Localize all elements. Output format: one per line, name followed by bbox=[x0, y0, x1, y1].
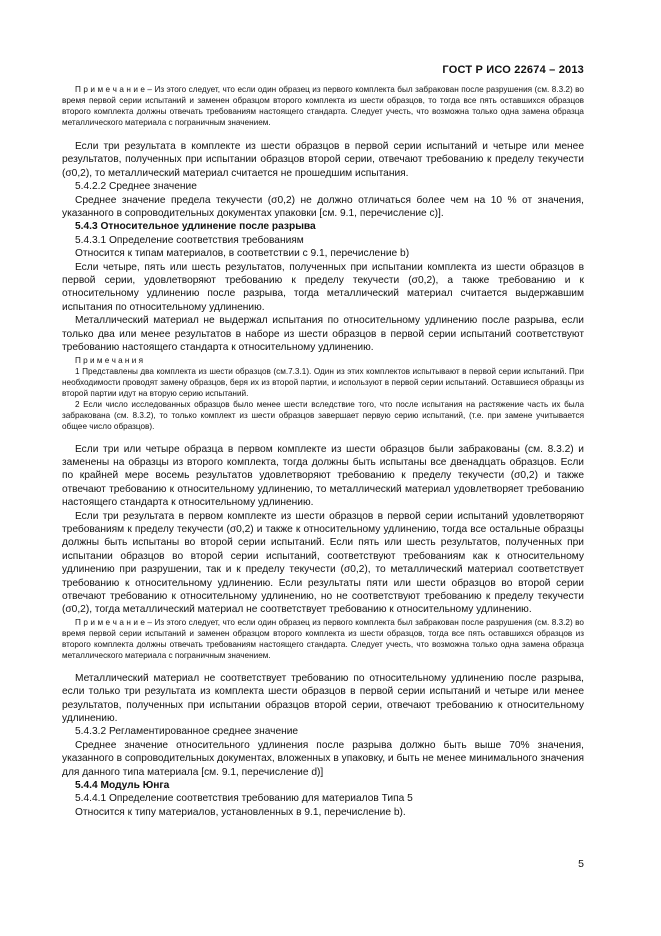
body-paragraph: Среднее значение предела текучести (σ0,2) не должно отличаться более чем на 10 % от значения, указанного в сопроводительных документах упаковки [см. 9.1, перечисление c)]. bbox=[62, 194, 584, 220]
body-paragraph: Если три результата в комплекте из шести образцов в первой серии испытаний и четыре или менее результатов, полученных при испытании образцов второй серии, отвечают требованию к пределу текучести (σ0,2), то металлический материал считается не прошедшим испытания. bbox=[62, 141, 584, 179]
section-heading: 5.4.4 Модуль Юнга bbox=[75, 780, 170, 792]
body-paragraph: Если четыре, пять или шесть результатов, полученных при испытании комплекта из шести образцов в первой серии, удовлетворяют требованию к пределу текучести (σ0,2), а также требованию и к относительному удлинению после разрыва, тогда металлический материал считается выдержавшим испытания по относительному удлинению. bbox=[62, 261, 584, 313]
note-paragraph: 2 Если число исследованных образцов было менее шести вследствие того, что после испытания на растяжение часть их была забракована (см. 8.3.2), то только комплект из шести образцов завершает первую серию испытаний, (т.е. при замене учитывается общее число образцов). bbox=[62, 399, 584, 431]
body-paragraph: Металлический материал не выдержал испытания по относительному удлинению после разрыва, если только два или менее результатов в наборе из шести образцов в первой серии испытаний соответствуют требованию настоящего стандарта к относительному удлинению. bbox=[62, 315, 584, 354]
note-paragraph: П р и м е ч а н и е – Из этого следует, что если один образец из первого комплекта был забракован после разрушения (см. 8.3.2) во время первой серии испытаний и заменен образцом второго комплекта из шести образцов, то тогда все пять оставшихся образцов второго комплекта должны отвечать требованиям настоящего стандарта. Следует учесть, что возможна только одна замена образца металлического материала с пограничным значением. bbox=[62, 85, 584, 127]
document-body bbox=[62, 84, 584, 819]
body-paragraph: Относится к типам материалов, в соответствии с 9.1, перечисление b) bbox=[75, 248, 410, 260]
body-paragraph: Среднее значение относительного удлинения после разрыва должно быть выше 70% значения, указанного в сопроводительных документах, вложенных в упаковку, и быть не менее минимального значения для данного типа материала [см. 9.1, перечисление d)] bbox=[62, 739, 584, 778]
section-heading: 5.4.3.1 Определение соответствия требованиям bbox=[75, 234, 304, 246]
page-number: 5 bbox=[578, 858, 584, 870]
section-heading: 5.4.3 Относительное удлинение после разрыва bbox=[75, 221, 316, 233]
notes-heading: П р и м е ч а н и я bbox=[75, 355, 144, 365]
body-paragraph: Металлический материал не соответствует требованию по относительному удлинению после разрыва, если только три результата из комплекта шести образцов в первой серии испытаний и четыре или менее результатов, полученных при испытании образцов второй серии, отвечают требованию к относительному удлинению. bbox=[62, 672, 584, 724]
body-paragraph: Если три результата в первом комплекте из шести образцов в первой серии испытаний удовлетворяют требованиям к пределу текучести (σ0,2) и также к относительному удлинению, тогда все остальные образцы должны быть испытаны во второй серии испытаний. Если пять или шесть результатов, полученных при испытании образцов во второй серии испытаний, соответствуют требованиям как к относительному удлинению при разрушении, так и к пределу текучести (σ0,2), то металлический материал соответствует требованию к относительному удлинению. Если результаты пяти или шести образцов во второй серии отвечают требованию к относительному удлинению, но не соответствуют требованию к пределу текучести (σ0,2), тогда металлический материал не соответствует требованию к относительному удлинению. bbox=[62, 510, 584, 616]
note-paragraph: П р и м е ч а н и е – Из этого следует, что если один образец из первого комплекта был забракован после разрушения (см. 8.3.2) во время первой серии испытаний и заменен образцом второго комплекта из шести образцов, тогда все пять оставшихся образцов из второго комплекта должны отвечать требованиям настоящего стандарта. Следует учесть, что возможна только одна замена образца металлического материала с пограничным значением. bbox=[62, 617, 584, 660]
section-heading: 5.4.3.2 Регламентированное среднее значение bbox=[75, 726, 299, 738]
document-header: ГОСТ Р ИСО 22674 – 2013 bbox=[442, 64, 584, 76]
body-paragraph: Если три или четыре образца в первом комплекте из шести образцов были забракованы (см. 8.3.2) и заменены на образцы из второго комплекта, тогда должны быть испытаны все двенадцать образцов. Если по крайней мере восемь результатов удовлетворяют требованию к пределу текучести (σ0,2) и также отвечают требованию к относительному удлинению, то металлический материал удовлетворяет требованию настоящего стандарта к относительному удлинению. bbox=[62, 443, 584, 509]
section-heading: 5.4.4.1 Определение соответствия требованию для материалов Типа 5 bbox=[75, 793, 413, 805]
section-heading: 5.4.2.2 Среднее значение bbox=[75, 181, 197, 193]
body-paragraph: Относится к типу материалов, установленных в 9.1, перечисление b). bbox=[75, 806, 406, 818]
note-paragraph: 1 Представлены два комплекта из шести образцов (см.7.3.1). Один из этих комплектов испытывают в первой серии испытаний. При необходимости проводят замену образцов, беря их из второй партии, и используют в первой серии испытаний. Оставшиеся образцы из второй партии идут на вторую серию испытаний. bbox=[62, 366, 584, 398]
